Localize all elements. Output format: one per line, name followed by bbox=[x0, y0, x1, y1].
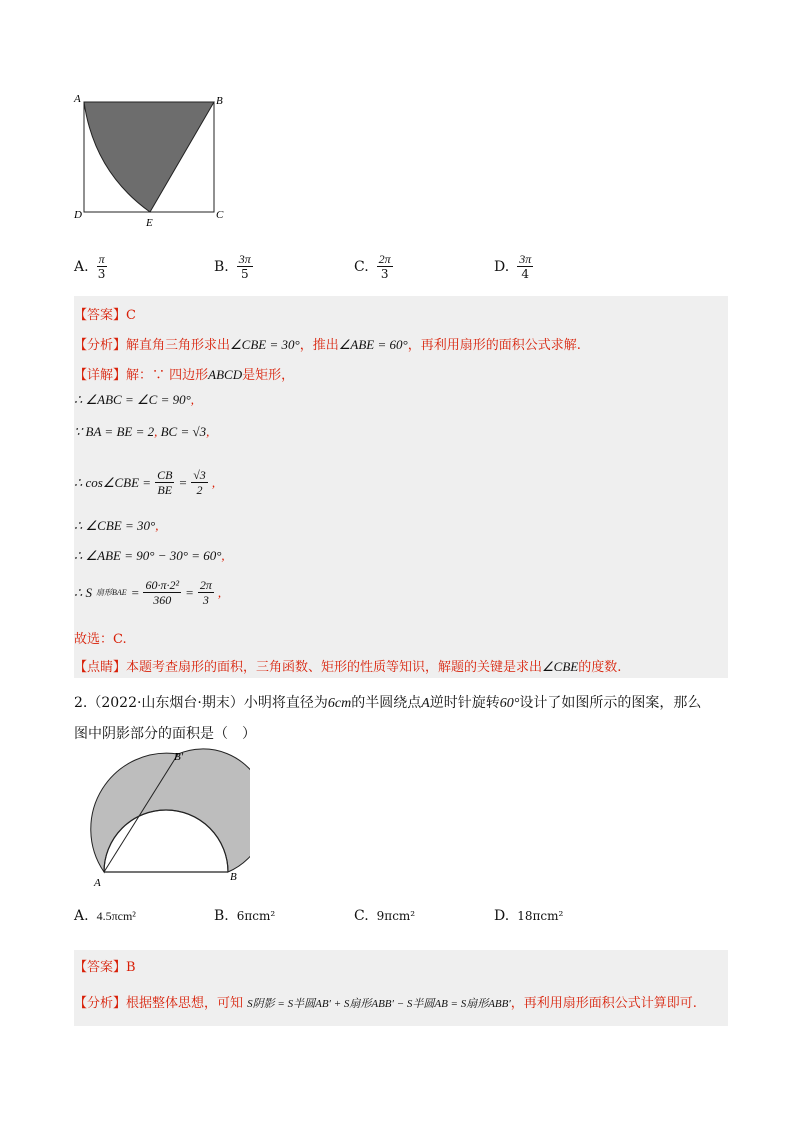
question-2: 2.（2022·山东烟台·期末）小明将直径为6cm的半圆绕点A逆时针旋转60°设计了如图所示的图案，那么 图中阴影部分的面积是（ ） bbox=[74, 695, 702, 742]
detail-line: 【详解】解：∵ 四边形ABCD是矩形， bbox=[74, 367, 295, 383]
label-B-prime: B′ bbox=[174, 751, 184, 763]
label-B: B bbox=[216, 95, 223, 107]
comment-line: 【点睛】本题考查扇形的面积，三角函数、矩形的性质等知识，解题的关键是求出∠CBE的度数. bbox=[74, 659, 622, 675]
choice-c[interactable]: C. $\frac{2\pi}{3}$ bbox=[354, 252, 391, 281]
choice-d[interactable]: D. $\frac{3\pi}{4}$ bbox=[494, 252, 532, 281]
solution-box-q2 bbox=[74, 950, 728, 1026]
figure-square-sector bbox=[70, 92, 230, 232]
label-B: B bbox=[230, 871, 237, 883]
choice-b[interactable]: B. $\frac{3\pi}{5}$ bbox=[214, 252, 251, 281]
choice-a[interactable]: A. 4.5πcm² bbox=[74, 908, 136, 924]
step-6: ∴ S 扇形BAE = $\frac{\text{60·π·2²}}{360}$ = $\frac{2\pi}{3}$ , bbox=[74, 578, 222, 607]
label-C: C bbox=[216, 209, 224, 221]
label-D: D bbox=[74, 209, 82, 221]
choice-d[interactable]: D. 18πcm² bbox=[494, 908, 564, 924]
q1-choices bbox=[74, 252, 634, 281]
step-2: ∵ BA = BE = 2, BC = √3, bbox=[74, 424, 210, 439]
step-5: ∴ ∠ABE = 90° − 30° = 60°, bbox=[74, 548, 225, 563]
pick-line: 故选：C. bbox=[74, 632, 127, 647]
q2-choices bbox=[74, 908, 634, 924]
step-4: ∴ ∠CBE = 30°, bbox=[74, 518, 159, 533]
analysis-line: 【分析】解直角三角形求出∠CBE = 30°，推出∠ABE = 60°，再利用扇形的面积公式求解. bbox=[74, 337, 581, 353]
choice-c[interactable]: C. 9πcm² bbox=[354, 908, 416, 924]
answer-line-q2: 【答案】B bbox=[74, 960, 136, 975]
label-A: A bbox=[94, 877, 101, 888]
step-1: ∴ ∠ABC = ∠C = 90°, bbox=[74, 392, 195, 407]
shaded-region bbox=[84, 102, 214, 212]
label-E: E bbox=[146, 217, 153, 229]
step-3: ∴ cos∠CBE = $\frac{CB}{BE}$ = $\frac{√3}{2}$ , bbox=[74, 468, 216, 497]
figure-rotated-semicircle bbox=[70, 748, 250, 888]
choice-b[interactable]: B. 6πcm² bbox=[214, 908, 276, 924]
analysis-line-q2: 【分析】根据整体思想，可知 S阴影 = S半圆AB′ + S扇形ABB′ − S半圆AB = S扇形ABB′，再利用扇形面积公式计算即可. bbox=[74, 996, 697, 1011]
choice-a[interactable]: A. $\frac{\pi}{3}$ bbox=[74, 252, 106, 281]
label-A: A bbox=[74, 93, 81, 105]
answer-line: 【答案】C bbox=[74, 308, 136, 323]
